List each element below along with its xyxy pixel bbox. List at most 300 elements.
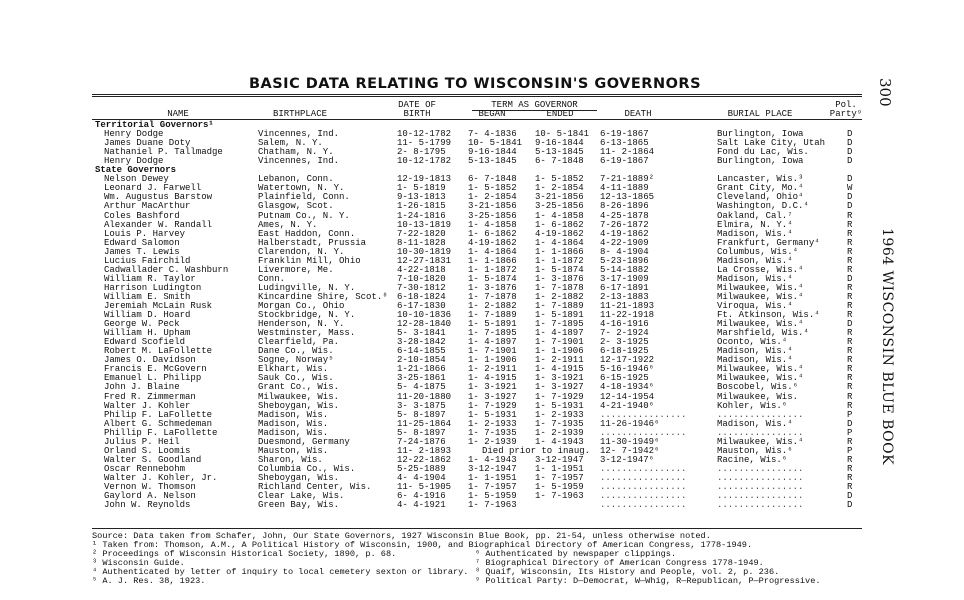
cell-burial-place: Kohler, Wis.⁶ <box>717 400 788 411</box>
cell-birth-date: 1-24-1816 <box>397 210 446 221</box>
cell-death-date: 6-18-1925 <box>600 346 649 357</box>
cell-term-began: 1- 7-1929 <box>468 400 517 411</box>
cell-burial-place: Milwaukee, Wis.⁴ <box>717 436 804 447</box>
cell-burial-place: Madison, Wis.⁴ <box>717 273 793 284</box>
cell-birthplace: Duesmond, Germany <box>258 436 350 447</box>
top-rule <box>92 94 862 95</box>
cell-death-date: ................ <box>600 409 687 420</box>
cell-term-began: 1- 7-1901 <box>468 346 517 357</box>
cell-burial-place: ................ <box>717 472 804 483</box>
cell-term-ended: 1- 5-1852 <box>535 174 584 185</box>
cell-name: Edward Salomon <box>104 237 180 248</box>
cell-burial-place: ................ <box>717 409 804 420</box>
cell-burial-place: Fond du Lac, Wis. <box>717 147 809 158</box>
cell-term-ended: 1- 4-1915 <box>535 364 584 375</box>
cell-term-began: 1- 5-1852 <box>468 183 517 194</box>
cell-name: Vernon W. Thomson <box>104 482 196 492</box>
cell-term-began: 1- 3-1921 <box>468 382 517 393</box>
cell-birth-date: 1-21-1866 <box>397 364 446 375</box>
cell-burial-place: Milwaukee, Wis.⁴ <box>717 282 804 293</box>
cell-burial-place: Burlington, Iowa <box>717 129 804 140</box>
cell-death-date: 12- 7-1942⁶ <box>600 445 660 456</box>
cell-death-date: 6-19-1867 <box>600 129 649 140</box>
cell-term-began: Died prior to inaug. <box>482 445 591 456</box>
footnote-3: ³ Wisconsin Guide. <box>92 558 185 568</box>
running-head: 1964 WISCONSIN BLUE BOOK <box>879 228 895 466</box>
cell-birthplace: Stockbridge, N. Y. <box>258 310 356 321</box>
footnote-2: ² Proceedings of Wisconsin Historical Society, 1890, p. 68. <box>92 549 397 559</box>
cell-birthplace: Sheboygan, Wis. <box>258 400 340 411</box>
cell-term-ended: 1- 7-1878 <box>535 282 584 293</box>
cell-birthplace: Grant Co., Wis. <box>258 382 340 393</box>
cell-burial-place: ................ <box>717 482 804 492</box>
cell-party: D <box>847 273 853 284</box>
cell-death-date: 6-19-1867 <box>600 156 649 167</box>
cell-birthplace: Watertown, N. Y. <box>258 183 345 194</box>
cell-birthplace: Elkhart, Wis. <box>258 364 329 375</box>
cell-party: P <box>847 409 853 420</box>
cell-term-began: 1- 7-1963 <box>468 500 517 511</box>
cell-birthplace: Green Bay, Wis. <box>258 500 340 511</box>
cell-term-ended: 1- 6-1862 <box>535 219 584 230</box>
cell-party: D <box>847 174 853 185</box>
cell-term-began: 9-16-1844 <box>468 147 517 158</box>
cell-name: Louis P. Harvey <box>104 228 186 239</box>
cell-burial-place: Madison, Wis.⁴ <box>717 418 793 429</box>
cell-birthplace: Ludingville, N. Y. <box>258 282 356 293</box>
cell-term-ended: 1- 1-1872 <box>535 255 584 266</box>
cell-name: Walter J. Kohler <box>104 400 191 411</box>
cell-party: R <box>847 219 853 230</box>
cell-death-date: ................ <box>600 500 687 511</box>
cell-term-ended: 1- 3-1921 <box>535 373 584 384</box>
cell-term-ended: 1- 1-1906 <box>535 346 584 357</box>
cell-party: R <box>847 436 853 447</box>
cell-death-date: 5-23-1896 <box>600 255 649 266</box>
cell-death-date: 12-13-1865 <box>600 192 655 203</box>
cell-name: Nathaniel P. Tallmadge <box>104 147 223 158</box>
cell-death-date: 11-22-1918 <box>600 310 655 321</box>
cell-term-began: 6- 7-1848 <box>468 174 517 185</box>
cell-term-ended: 1- 3-1927 <box>535 382 584 393</box>
cell-party: R <box>847 454 853 465</box>
cell-term-began: 1- 1-1951 <box>468 472 517 483</box>
cell-name: Emanuel L. Philipp <box>104 373 202 384</box>
cell-birth-date: 7-30-1812 <box>397 282 446 293</box>
cell-birth-date: 2-10-1854 <box>397 355 446 366</box>
cell-death-date: ................ <box>600 463 687 474</box>
cell-death-date: 6-13-1865 <box>600 138 649 149</box>
cell-term-began: 1- 2-1882 <box>468 301 517 311</box>
cell-name: Henry Dodge <box>104 129 164 140</box>
cell-birth-date: 12-22-1862 <box>397 454 452 465</box>
cell-burial-place: Madison, Wis.⁴ <box>717 228 793 239</box>
cell-burial-place: Washington, D.C.⁴ <box>717 201 809 212</box>
cell-term-began: 1- 1-1872 <box>468 264 517 275</box>
cell-term-ended: 1- 4-1858 <box>535 210 584 221</box>
cell-burial-place: ................ <box>717 463 804 474</box>
cell-burial-place: Frankfurt, Germany⁴ <box>717 237 820 248</box>
cell-birthplace: Madison, Wis. <box>258 427 329 438</box>
cell-term-began: 1- 7-1889 <box>468 310 517 321</box>
cell-term-began: 1- 7-1895 <box>468 328 517 339</box>
cell-name: Robert M. LaFollette <box>104 346 213 357</box>
cell-name: Wm. Augustus Barstow <box>104 192 213 203</box>
cell-term-ended: 3-25-1856 <box>535 201 584 212</box>
cell-name: James O. Davidson <box>104 355 196 366</box>
cell-death-date: 11-21-1893 <box>600 301 655 311</box>
cell-birthplace: Ames, N. Y. <box>258 219 318 230</box>
cell-term-ended: 1- 7-1889 <box>535 301 584 311</box>
cell-party: R <box>847 310 853 321</box>
page-number: 300 <box>876 78 894 107</box>
cell-name: Walter S. Goodland <box>104 454 202 465</box>
cell-birth-date: 5-25-1889 <box>397 463 446 474</box>
cell-birthplace: East Haddon, Conn. <box>258 228 356 239</box>
cell-burial-place: ................ <box>717 427 804 438</box>
cell-term-ended: 9-16-1844 <box>535 138 584 149</box>
cell-death-date: 11-30-1949⁶ <box>600 436 660 447</box>
cell-term-ended: 1- 7-1963 <box>535 491 584 502</box>
cell-death-date: ................ <box>600 472 687 483</box>
cell-term-ended: 1- 4-1864 <box>535 237 584 248</box>
cell-term-ended: 1- 2-1882 <box>535 291 584 302</box>
cell-birth-date: 7-10-1820 <box>397 273 446 284</box>
cell-party: R <box>847 210 853 221</box>
cell-burial-place: Salt Lake City, Utah <box>717 138 826 149</box>
cell-birth-date: 6-17-1830 <box>397 301 446 311</box>
cell-name: Phillip F. LaFollette <box>104 427 218 438</box>
header-birth: BIRTH <box>403 109 431 119</box>
cell-birth-date: 5- 4-1875 <box>397 382 446 393</box>
cell-party: D <box>847 491 853 502</box>
footnote-9: ⁹ Political Party: D—Democrat, W—Whig, R—Republican, P—Progressive. <box>475 576 821 586</box>
cell-death-date: 12-17-1922 <box>600 355 655 366</box>
cell-birthplace: Sauk Co., Wis. <box>258 373 334 384</box>
cell-burial-place: ................ <box>717 491 804 502</box>
cell-birthplace: Glasgow, Scot. <box>258 201 334 212</box>
cell-birthplace: Clear Lake, Wis. <box>258 491 345 502</box>
cell-name: William E. Smith <box>104 291 191 302</box>
cell-death-date: 4-11-1889 <box>600 183 649 194</box>
cell-term-ended: 10- 5-1841 <box>535 129 590 140</box>
page-title: BASIC DATA RELATING TO WISCONSIN'S GOVERNORS <box>248 76 702 92</box>
cell-burial-place: Burlington, Iowa <box>717 156 804 167</box>
cell-birthplace: Kincardine Shire, Scot.⁸ <box>258 291 388 302</box>
cell-burial-place: ................ <box>717 500 804 511</box>
cell-name: Edward Scofield <box>104 337 186 348</box>
cell-birth-date: 1- 5-1819 <box>397 183 446 194</box>
cell-birth-date: 8-11-1828 <box>397 237 446 248</box>
cell-death-date: 7-26-1872 <box>600 219 649 230</box>
cell-death-date: 3-12-1947⁶ <box>600 454 655 465</box>
cell-death-date: 4-21-1940⁶ <box>600 400 655 411</box>
cell-death-date: 5-16-1946⁶ <box>600 364 655 375</box>
cell-term-began: 1- 2-1933 <box>468 418 517 429</box>
cell-term-ended: 1- 7-1929 <box>535 391 584 402</box>
cell-term-ended: 1- 1-1866 <box>535 246 584 257</box>
cell-party: R <box>847 382 853 393</box>
cell-burial-place: Grant City, Mo.⁴ <box>717 183 804 194</box>
cell-term-ended: 5-13-1845 <box>535 147 584 158</box>
footnote-5: ⁵ A. J. Res. 38, 1923. <box>92 576 206 586</box>
footnote-source: Source: Data taken from Schafer, John, Our State Governors, 1927 Wisconsin Blue Book, pp. 21-54, unless otherwise noted. <box>92 531 711 541</box>
cell-term-began: 3-25-1856 <box>468 210 517 221</box>
cell-death-date: 4-18-1934⁶ <box>600 382 655 393</box>
cell-name: Jeremiah McLain Rusk <box>104 301 213 311</box>
cell-term-began: 1- 4-1915 <box>468 373 517 384</box>
cell-term-ended: 3-21-1856 <box>535 192 584 203</box>
cell-name: William D. Hoard <box>104 310 191 321</box>
cell-name: John J. Blaine <box>104 382 180 393</box>
cell-burial-place: Marshfield, Wis.⁴ <box>717 328 809 339</box>
cell-birthplace: Columbia Co., Wis. <box>258 463 356 474</box>
cell-birthplace: Sogne, Norway⁵ <box>258 355 334 366</box>
cell-birthplace: Conn. <box>258 273 286 284</box>
cell-birth-date: 10-10-1836 <box>397 310 452 321</box>
cell-birthplace: Clarendon, N. Y. <box>258 246 345 257</box>
cell-death-date: 4-16-1916 <box>600 319 649 330</box>
cell-burial-place: Mauston, Wis.⁶ <box>717 445 793 456</box>
cell-party: D <box>847 138 853 149</box>
cell-birthplace: Sheboygan, Wis. <box>258 472 340 483</box>
cell-birthplace: Livermore, Me. <box>258 264 334 275</box>
cell-party: R <box>847 337 853 348</box>
cell-term-began: 1- 4-1864 <box>468 246 517 257</box>
cell-party: R <box>847 328 853 339</box>
cell-name: Coles Bashford <box>104 210 180 221</box>
cell-name: William R. Taylor <box>104 273 196 284</box>
cell-term-began: 1- 6-1862 <box>468 228 517 239</box>
cell-party: D <box>847 156 853 167</box>
cell-term-began: 10- 5-1841 <box>468 138 523 149</box>
cell-birthplace: Vincennes, Ind. <box>258 129 340 140</box>
cell-term-began: 1- 7-1935 <box>468 427 517 438</box>
cell-burial-place: Columbus, Wis.⁴ <box>717 246 799 257</box>
cell-name: Gaylord A. Nelson <box>104 491 196 502</box>
cell-burial-place: Madison, Wis.⁴ <box>717 346 793 357</box>
cell-burial-place: Elmira, N. Y.⁴ <box>717 219 793 230</box>
cell-name: Leonard J. Farwell <box>104 183 202 194</box>
cell-birth-date: 1-26-1815 <box>397 201 446 212</box>
cell-burial-place: Milwaukee, Wis. <box>717 391 799 402</box>
cell-death-date: 7- 2-1924 <box>600 328 649 339</box>
cell-term-ended: 1- 7-1935 <box>535 418 584 429</box>
top-rule-2 <box>92 96 862 97</box>
cell-term-ended: 1- 2-1854 <box>535 183 584 194</box>
cell-death-date: 8- 4-1904 <box>600 246 649 257</box>
cell-term-ended: 1- 5-1874 <box>535 264 584 275</box>
cell-birth-date: 5- 8-1897 <box>397 409 446 420</box>
footnote-1: ¹ Taken from: Thomson, A.M., A Political History of Wisconsin, 1900, and Biographical Directory of American Congress, 1778-1949. <box>92 540 753 550</box>
header-date-of: DATE OF <box>398 100 436 110</box>
cell-term-began: 7- 4-1836 <box>468 129 517 140</box>
cell-term-began: 1- 5-1891 <box>468 319 517 330</box>
cell-name: James Duane Doty <box>104 138 191 149</box>
cell-death-date: 7-21-1889² <box>600 174 655 185</box>
cell-birth-date: 10-12-1782 <box>397 129 452 140</box>
header-birthplace: BIRTHPLACE <box>272 109 327 119</box>
cell-name: Harrison Ludington <box>104 282 202 293</box>
header-began: BEGAN <box>478 109 506 119</box>
bottom-rule <box>92 528 862 529</box>
cell-term-began: 1- 4-1943 <box>468 454 517 465</box>
cell-birth-date: 3-25-1861 <box>397 373 446 384</box>
cell-birthplace: Halberstadt, Prussia <box>258 237 367 248</box>
cell-death-date: 12-14-1954 <box>600 391 655 402</box>
cell-death-date: 11-26-1946⁶ <box>600 418 660 429</box>
cell-party: R <box>847 400 853 411</box>
cell-birthplace: Mauston, Wis. <box>258 445 329 456</box>
cell-death-date: 6-17-1891 <box>600 282 649 293</box>
header-term: TERM AS GOVERNOR <box>472 100 597 111</box>
cell-party: D <box>847 319 853 330</box>
cell-name: Walter J. Kohler, Jr. <box>104 472 218 483</box>
cell-name: Albert G. Schmedeman <box>104 418 213 429</box>
cell-burial-place: La Crosse, Wis.⁴ <box>717 264 804 275</box>
cell-birthplace: Richland Center, Wis. <box>258 482 372 492</box>
cell-party: R <box>847 264 853 275</box>
cell-party: R <box>847 228 853 239</box>
cell-birthplace: Plainfield, Conn. <box>258 192 350 203</box>
cell-term-began: 1- 2-1939 <box>468 436 517 447</box>
cell-term-began: 1- 7-1878 <box>468 291 517 302</box>
cell-name: John W. Reynolds <box>104 500 191 511</box>
cell-term-ended: 1- 2-1911 <box>535 355 584 366</box>
cell-birth-date: 12-27-1831 <box>397 255 452 266</box>
cell-term-ended: 1- 1-1951 <box>535 463 584 474</box>
cell-death-date: 4-22-1909 <box>600 237 649 248</box>
cell-name: Lucius Fairchild <box>104 255 191 266</box>
cell-birth-date: 4- 4-1921 <box>397 500 446 511</box>
cell-birthplace: Salem, N. Y. <box>258 138 323 149</box>
cell-birth-date: 12-19-1813 <box>397 174 452 185</box>
cell-birthplace: Clearfield, Pa. <box>258 337 340 348</box>
cell-name: Cadwallader C. Washburn <box>104 264 229 275</box>
cell-birth-date: 3- 3-1875 <box>397 400 446 411</box>
cell-term-began: 1- 1-1866 <box>468 255 517 266</box>
cell-death-date: 2-13-1883 <box>600 291 649 302</box>
cell-term-began: 1- 2-1854 <box>468 192 517 203</box>
header-burial: BURIAL PLACE <box>727 109 793 119</box>
cell-party: R <box>847 246 853 257</box>
cell-term-ended: 1- 3-1876 <box>535 273 584 284</box>
cell-name: James T. Lewis <box>104 246 180 257</box>
cell-birth-date: 9-13-1813 <box>397 192 446 203</box>
cell-birth-date: 10-13-1819 <box>397 219 452 230</box>
cell-term-ended: 1- 5-1931 <box>535 400 584 411</box>
cell-term-began: 1- 5-1959 <box>468 491 517 502</box>
cell-birth-date: 7-24-1876 <box>397 436 446 447</box>
cell-term-ended: 1- 2-1939 <box>535 427 584 438</box>
cell-party: D <box>847 147 853 158</box>
cell-term-began: 1- 4-1858 <box>468 219 517 230</box>
cell-party: R <box>847 355 853 366</box>
cell-term-began: 3-12-1947 <box>468 463 517 474</box>
cell-term-ended: 3-12-1947 <box>535 454 584 465</box>
cell-term-ended: 1- 2-1933 <box>535 409 584 420</box>
cell-death-date: 8-26-1896 <box>600 201 649 212</box>
cell-death-date: 4-19-1862 <box>600 228 649 239</box>
cell-term-began: 1- 2-1911 <box>468 364 517 375</box>
footnote-4: ⁴ Authenticated by letter of inquiry to local cemetery sexton or library. <box>92 567 469 577</box>
section-heading: Territorial Governors¹ <box>95 120 214 130</box>
cell-party: D <box>847 500 853 511</box>
cell-term-began: 1- 3-1876 <box>468 282 517 293</box>
cell-party: R <box>847 346 853 357</box>
cell-party: P <box>847 445 853 456</box>
cell-birthplace: Westminster, Mass. <box>258 328 356 339</box>
cell-burial-place: Viroqua, Wis.⁴ <box>717 301 793 311</box>
cell-birthplace: Morgan Co., Ohio <box>258 301 345 311</box>
cell-death-date: 5-14-1882 <box>600 264 649 275</box>
header-death: DEATH <box>624 109 652 119</box>
cell-death-date: 3-17-1909 <box>600 273 649 284</box>
cell-birth-date: 11-25-1864 <box>397 418 452 429</box>
cell-birth-date: 6-14-1855 <box>397 346 446 357</box>
footnote-7: ⁷ Biographical Directory of American Congress 1778-1949. <box>475 558 764 568</box>
cell-term-began: 4-19-1862 <box>468 237 517 248</box>
cell-term-ended: 1- 7-1957 <box>535 472 584 483</box>
footnote-8: ⁸ Quaif, Wisconsin, Its History and People, vol. 2, p. 236. <box>475 567 780 577</box>
cell-name: Francis E. McGovern <box>104 364 207 375</box>
cell-birth-date: 5- 3-1841 <box>397 328 446 339</box>
cell-party: P <box>847 427 853 438</box>
cell-party: R <box>847 463 853 474</box>
header-pol: Pol. <box>835 100 857 110</box>
cell-name: Orland S. Loomis <box>104 445 191 456</box>
cell-party: R <box>847 364 853 375</box>
cell-burial-place: Milwaukee, Wis.⁴ <box>717 319 804 330</box>
cell-birthplace: Vincennes, Ind. <box>258 156 340 167</box>
cell-birthplace: Dane Co., Wis. <box>258 346 334 357</box>
cell-death-date: ................ <box>600 491 687 502</box>
cell-birth-date: 3-28-1842 <box>397 337 446 348</box>
cell-burial-place: Ft. Atkinson, Wis.⁴ <box>717 310 820 321</box>
cell-burial-place: Cleveland, Ohio⁴ <box>717 192 804 203</box>
cell-birth-date: 10-30-1819 <box>397 246 452 257</box>
footnote-6: ⁶ Authenticated by newspaper clippings. <box>475 549 677 559</box>
cell-burial-place: Boscobel, Wis.⁶ <box>717 382 799 393</box>
cell-term-ended: 1- 5-1959 <box>535 482 584 492</box>
cell-birthplace: Putnam Co., N. Y. <box>258 210 350 221</box>
cell-burial-place: Madison, Wis.⁴ <box>717 355 793 366</box>
cell-death-date: ................ <box>600 482 687 492</box>
cell-term-ended: 1- 7-1895 <box>535 319 584 330</box>
cell-burial-place: Lancaster, Wis.³ <box>717 174 804 185</box>
cell-party: R <box>847 301 853 311</box>
cell-burial-place: Racine, Wis.⁶ <box>717 454 788 465</box>
cell-name: George W. Peck <box>104 319 180 330</box>
cell-name: Oscar Rennebohm <box>104 463 186 474</box>
cell-birth-date: 12-28-1840 <box>397 319 452 330</box>
cell-term-began: 1- 5-1931 <box>468 409 517 420</box>
cell-party: R <box>847 373 853 384</box>
cell-term-began: 3-21-1856 <box>468 201 517 212</box>
cell-party: R <box>847 255 853 266</box>
cell-burial-place: Oakland, Cal.⁷ <box>717 210 793 221</box>
cell-birth-date: 4- 4-1904 <box>397 472 446 483</box>
cell-name: Arthur MacArthur <box>104 201 191 212</box>
cell-term-began: 1- 5-1874 <box>468 273 517 284</box>
section-heading: State Governors <box>95 165 177 176</box>
cell-name: Henry Dodge <box>104 156 164 167</box>
cell-party: R <box>847 391 853 402</box>
cell-birthplace: Sharon, Wis. <box>258 454 323 465</box>
cell-birth-date: 11- 5-1799 <box>397 138 452 149</box>
cell-term-ended: 1- 4-1897 <box>535 328 584 339</box>
cell-term-began: 1- 7-1957 <box>468 482 517 492</box>
